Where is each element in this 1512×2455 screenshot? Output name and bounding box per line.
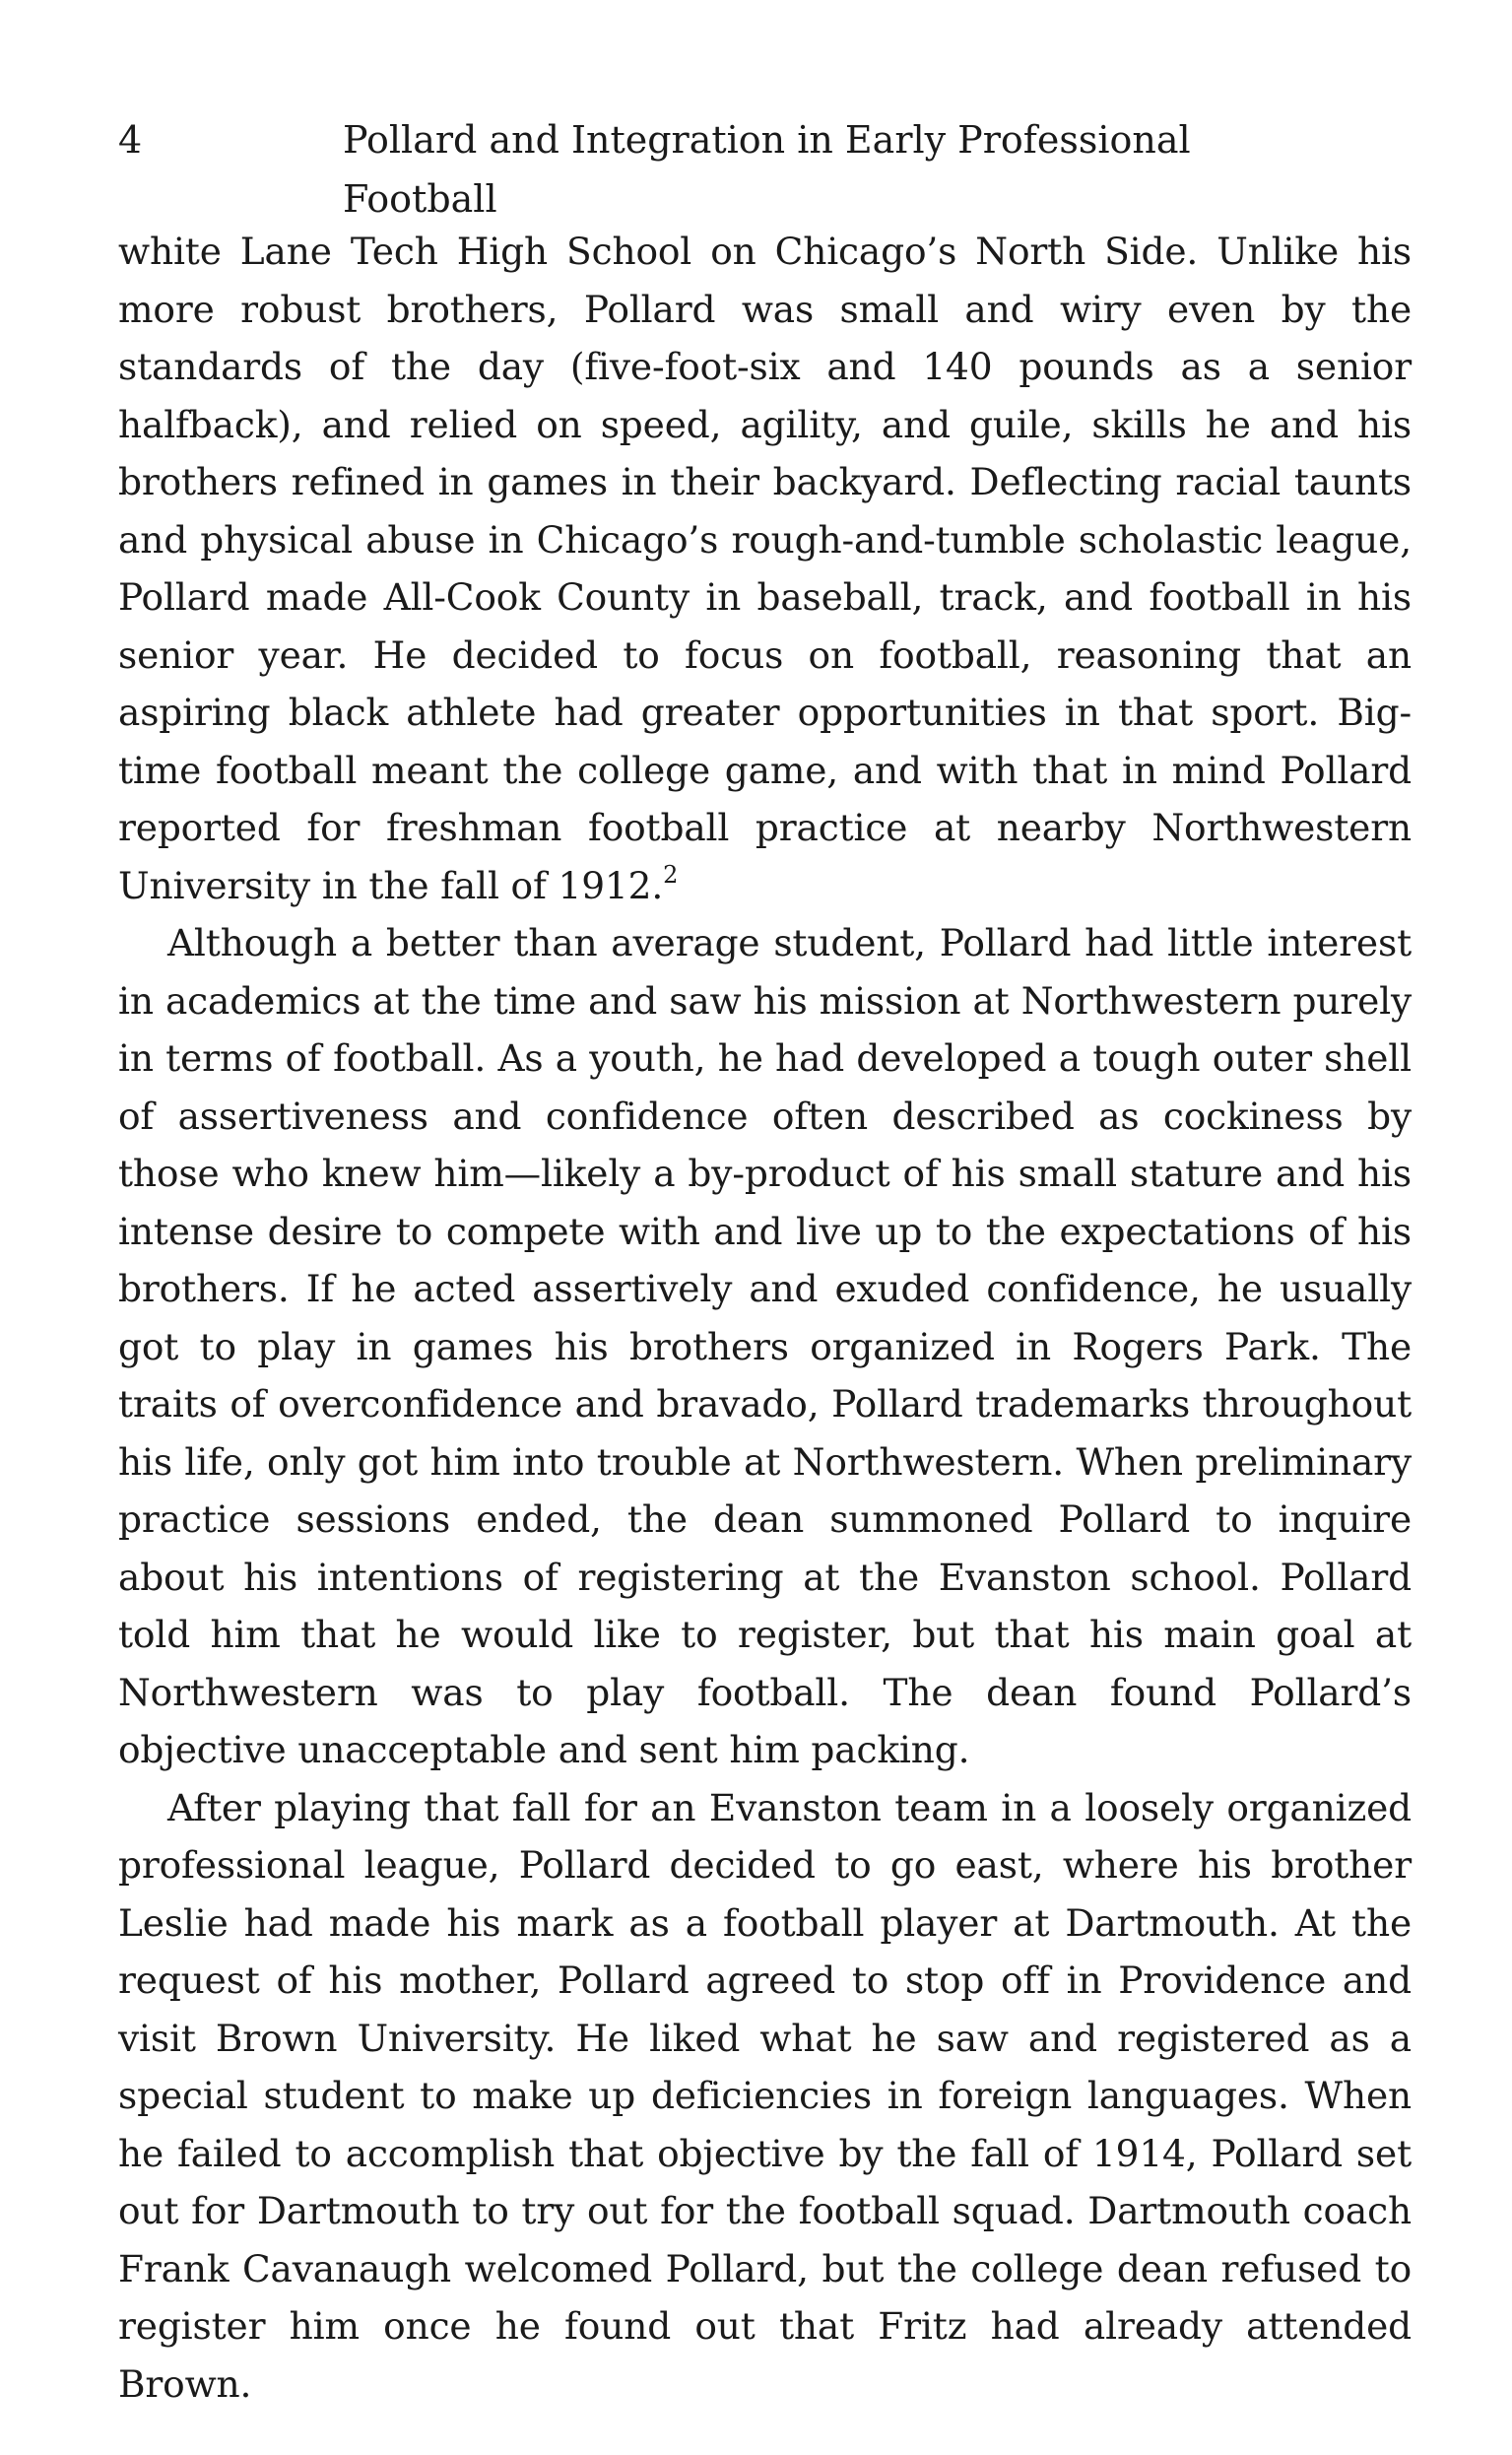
paragraph-3: After playing that fall for an Evanston team in a loosely organized professional league, Pollard decided to go east, where his brother Leslie had made his mark as a football player at Dartmouth. At the request of his mother, Pollard agreed to stop off in Providence and visit Brown University. He liked what he saw and registered as a special student to make up deficiencies in foreign languages. When he failed to accomplish that objective by the fall of 1914, Pollard set out for Dartmouth to try out for the football squad. Dartmouth coach Frank Cavanaugh welcomed Pollard, but the college dean refused to register him once he found out that Fritz had already attended Brown. <box>118 1785 1412 2406</box>
paragraph-1-text: white Lane Tech High School on Chicago’s North Side. Unlike his more robust brothers, Pollard was small and wiry even by the standards of the day (five-foot-six and 140 pounds as a senior halfback), and relied on speed, agility, and guile, skills he and his brothers refined in games in their backyard. Deflecting racial taunts and physical abuse in Chicago’s rough-and-tumble scholastic league, Pollard made All-Cook County in baseball, track, and football in his senior year. He decided to focus on football, reasoning that an aspiring black athlete had greater opportunities in that sport. Big-time football meant the college game, and with that in mind Pollard reported for freshman football practice at nearby Northwestern University in the fall of 1912. <box>118 230 1412 907</box>
paragraph-1 <box>118 223 1412 914</box>
running-head <box>118 110 1323 221</box>
footnote-reference: 2 <box>663 860 679 889</box>
running-title: Pollard and Integration in Early Professional Football <box>343 118 1191 221</box>
page-number: 4 <box>118 118 143 162</box>
body-text <box>118 223 1412 2413</box>
paragraph-2: Although a better than average student, Pollard had little interest in academics at the time and saw his mission at Northwestern purely in terms of football. As a youth, he had developed a tough outer shell of assertiveness and confidence often described as cockiness by those who knew him—likely a by-product of his small stature and his intense desire to compete with and live up to the expectations of his brothers. If he acted assertively and exuded confidence, he usually got to play in games his brothers organized in Rogers Park. The traits of overconfidence and bravado, Pollard trademarks throughout his life, only got him into trouble at Northwestern. When preliminary practice sessions ended, the dean summoned Pollard to inquire about his intentions of registering at the Evanston school. Pollard told him that he would like to register, but that his main goal at Northwestern was to play football. The dean found Pollard’s objective unacceptable and sent him packing. <box>118 921 1412 1771</box>
